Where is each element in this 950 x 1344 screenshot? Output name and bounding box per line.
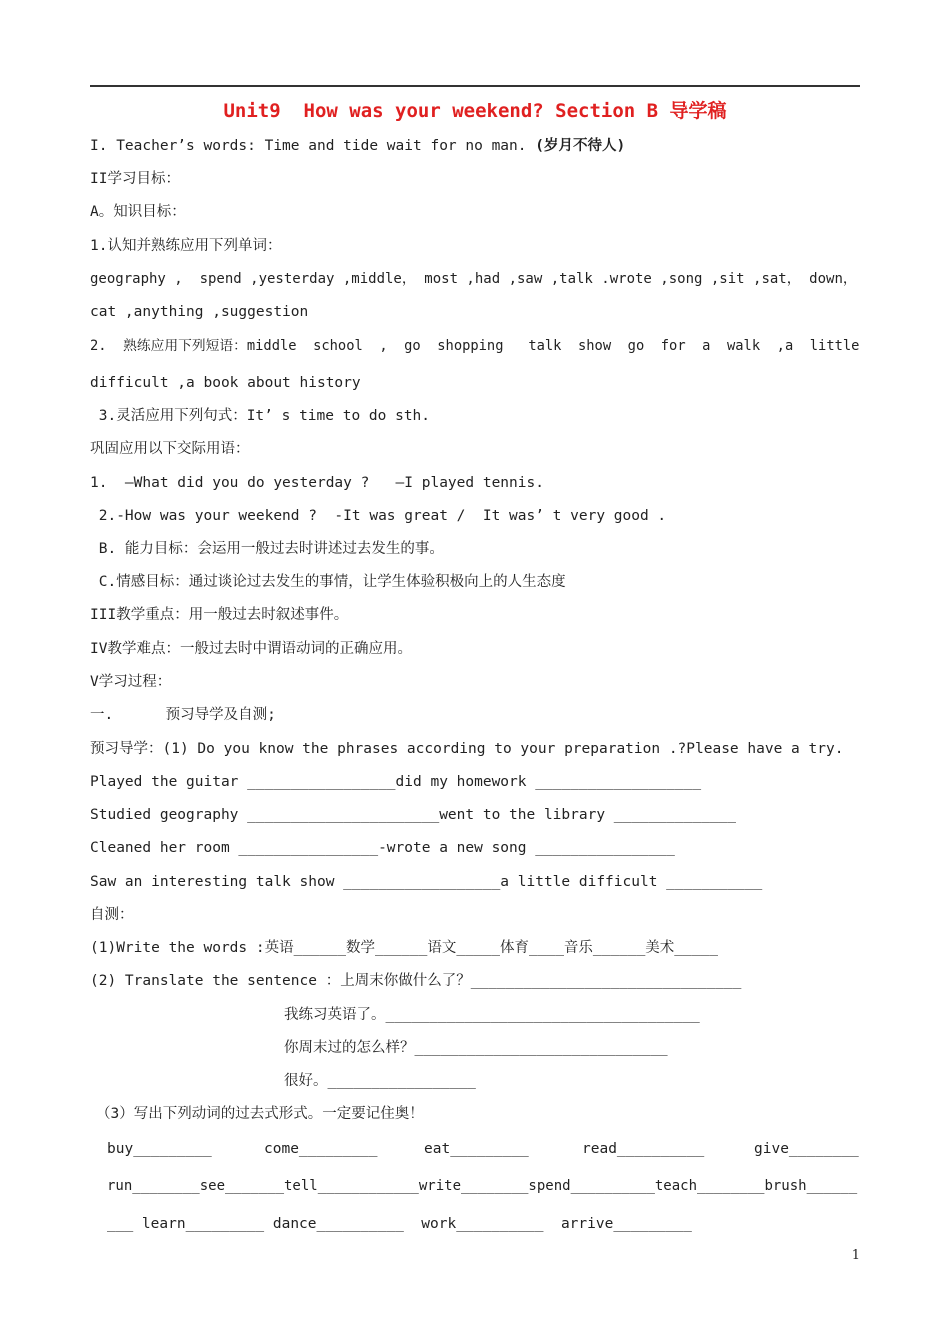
verb-blank-come[interactable]: come_________ — [264, 1141, 378, 1157]
key-point: III教学重点：用一般过去时叙述事件。 — [90, 607, 349, 623]
teachers-words-translation: (岁月不待人) — [535, 138, 626, 154]
preview-heading: 一. 预习导学及自测; — [90, 707, 276, 723]
word-list-2: cat ,anything ,suggestion — [90, 304, 309, 320]
phrase-list-2: difficult ,a book about history — [90, 375, 361, 391]
section-heading-goals: II学习目标： — [90, 171, 180, 187]
translate-item-2[interactable]: 我练习英语了。____________________________________ — [284, 1007, 700, 1023]
dialogue-1: 1. —What did you do yesterday ? —I played tennis. — [90, 475, 544, 491]
verb-blank-buy[interactable]: buy_________ — [107, 1141, 212, 1157]
teachers-words-text: I. Teacher’s words: Time and tide wait for no man. — [90, 138, 536, 154]
verb-row-1 — [107, 1139, 860, 1159]
process-heading: V学习过程： — [90, 674, 172, 690]
verb-row-3[interactable]: ___ learn_________ dance__________ work__________ arrive_________ — [107, 1216, 692, 1232]
communication-heading: 巩固应用以下交际用语： — [90, 441, 250, 457]
past-tense-heading: （3）写出下列动词的过去式形式。一定要记住奥！ — [96, 1106, 424, 1122]
emotion-goal: C.情感目标：通过谈论过去发生的事情，让学生体验积极向上的人生态度 — [90, 574, 566, 590]
phrase-blank-row-2[interactable]: Studied geography ______________________went to the library ______________ — [90, 807, 737, 823]
teachers-words — [90, 136, 625, 156]
write-words-exercise[interactable]: (1)Write the words :英语______数学______语文_____体育____音乐______美术_____ — [90, 940, 718, 956]
verb-blank-give[interactable]: give________ — [754, 1141, 859, 1157]
page-number: 1 — [851, 1248, 860, 1263]
translate-exercise[interactable]: (2) Translate the sentence ：上周末你做什么了？_______________________________ — [90, 973, 742, 989]
verb-blank-eat[interactable]: eat_________ — [424, 1141, 529, 1157]
sentence-pattern: 3.灵活应用下列句式：It’ s time to do sth. — [90, 408, 431, 424]
phrase-blank-row-1[interactable]: Played the guitar _________________did my homework ___________________ — [90, 774, 702, 790]
document-title: Unit9 How was your weekend? Section B 导学稿 — [223, 100, 727, 122]
difficult-point: IV教学难点：一般过去时中谓语动词的正确应用。 — [90, 641, 412, 657]
translate-item-4[interactable]: 很好。_________________ — [284, 1073, 476, 1089]
phrase-blank-row-3[interactable]: Cleaned her room ________________-wrote a new song ________________ — [90, 840, 675, 856]
verb-row-2[interactable]: run________see_______tell____________write________spend__________teach________brush______ — [107, 1178, 858, 1194]
phrase-blank-row-4[interactable]: Saw an interesting talk show __________________a little difficult ___________ — [90, 874, 763, 890]
subheading-knowledge: A。知识目标： — [90, 204, 186, 220]
dialogue-2: 2.-How was your weekend ? -It was great / It was’ t very good . — [90, 508, 667, 524]
word-list-1: geography , spend ,yesterday ,middle， most ,had ,saw ,talk .wrote ,song ,sit ,sat， down， — [90, 271, 857, 287]
ability-goal: B. 能力目标：会运用一般过去时讲述过去发生的事。 — [90, 541, 444, 557]
self-test-heading: 自测： — [90, 907, 134, 923]
verb-blank-read[interactable]: read__________ — [582, 1141, 705, 1157]
header-rule — [90, 85, 860, 87]
item-words-heading: 1.认知并熟练应用下列单词： — [90, 238, 282, 254]
phrase-list-1: 2. 熟练应用下列短语：middle school , go shopping talk show go for a walk ,a little — [90, 338, 860, 354]
preview-instruction: 预习导学：(1) Do you know the phrases according to your preparation .?Please have a try. — [90, 741, 844, 757]
translate-item-3[interactable]: 你周末过的怎么样？_____________________________ — [284, 1040, 668, 1056]
